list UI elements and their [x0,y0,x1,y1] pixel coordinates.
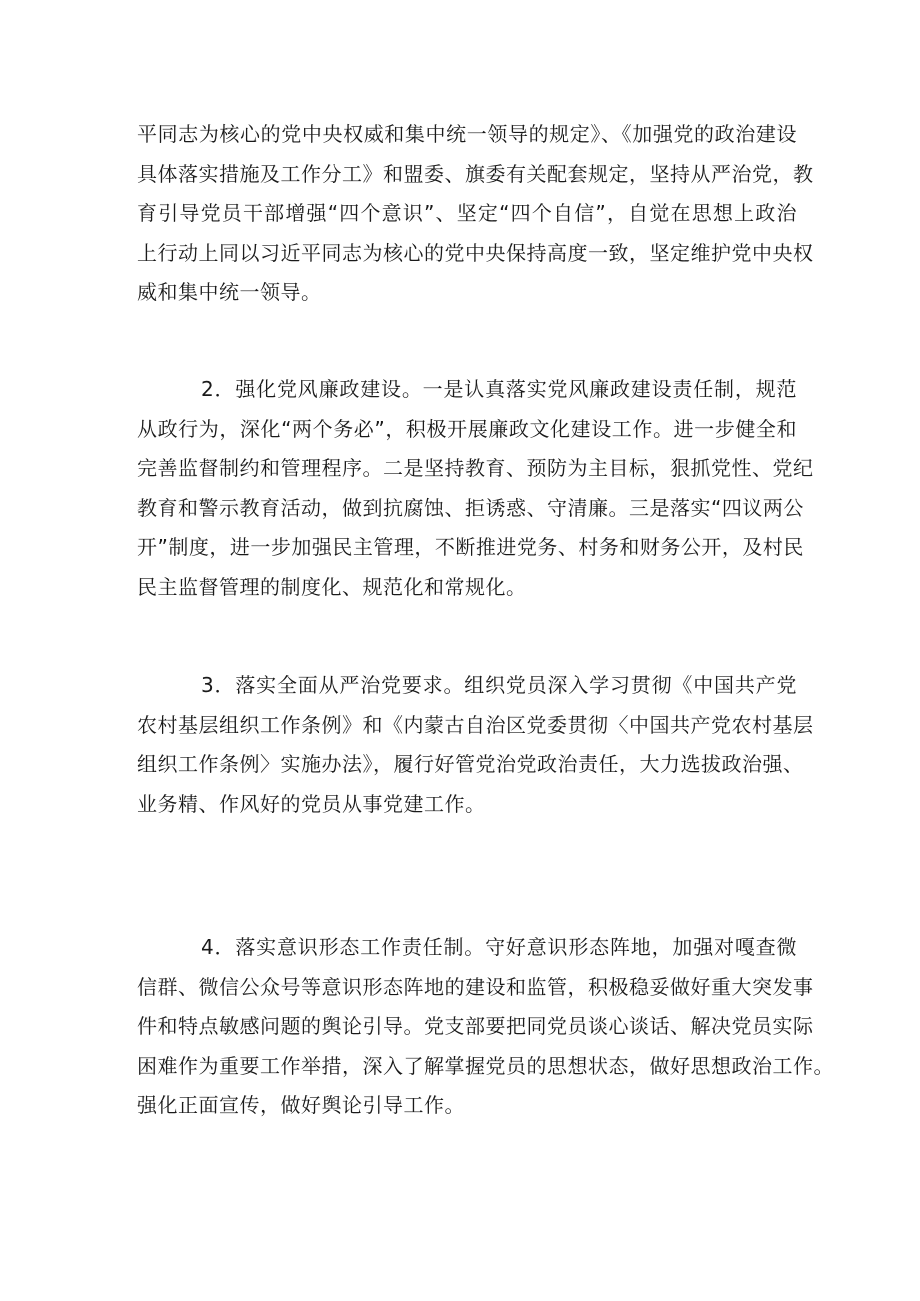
paragraph-line: 育引导党员干部增强“四个意识”、坚定“四个自信”，自觉在思想上政治 [137,201,797,225]
paragraph-line: 2．强化党风廉政建设。一是认真落实党风廉政建设责任制，规范 [201,377,797,401]
paragraph-4 [137,928,834,1126]
paragraph-line: 从政行为，深化“两个务必”，积极开展廉政文化建设工作。进一步健全和 [137,416,797,441]
paragraph-line: 教育和警示教育活动，做到抗腐蚀、拒诱惑、守清廉。三是落实“四议两公 [137,495,804,520]
paragraph-line: 件和特点敏感问题的舆论引导。党支部要把同党员谈心谈话、解决党员实际 [137,1014,814,1038]
paragraph-line: 4．落实意识形态工作责任制。守好意识形态阵地，加强对嘎查微 [201,935,797,959]
paragraph-line: 3．落实全面从严治党要求。组织党员深入学习贯彻《中国共产党 [201,673,797,697]
paragraph-3 [137,666,814,824]
paragraph-line: 信群、微信公众号等意识形态阵地的建设和监管，积极稳妥做好重大突发事 [137,974,814,999]
paragraph-line: 完善监督制约和管理程序。二是坚持教育、预防为主目标，狠抓党性、党纪 [137,456,814,480]
paragraph-line: 平同志为核心的党中央权威和集中统一领导的规定》、《加强党的政治建设 [137,122,797,146]
paragraph-line: 开”制度，进一步加强民主管理，不断推进党务、村务和财务公开，及村民 [137,535,804,559]
paragraph-line: 强化正面宣传，做好舆论引导工作。 [137,1093,465,1117]
paragraph-line: 组织工作条例〉实施办法》，履行好管党治党政治责任，大力选拔政治强、 [137,752,804,776]
paragraph-2 [137,370,814,607]
paragraph-line: 民主监督管理的制度化、规范化和常规化。 [137,574,527,599]
paragraph-line: 上行动上同以习近平同志为核心的党中央保持高度一致，坚定维护党中央权 [137,240,814,265]
paragraph-line: 具体落实措施及工作分工》和盟委、旗委有关配套规定，坚持从严治党，教 [137,161,814,186]
paragraph-1 [137,115,814,313]
paragraph-line: 困难作为重要工作举措，深入了解掌握党员的思想状态，做好思想政治工作。 [137,1053,834,1078]
paragraph-line: 威和集中统一领导。 [137,280,322,304]
paragraph-line: 业务精、作风好的党员从事党建工作。 [137,791,486,816]
paragraph-line: 农村基层组织工作条例》和《内蒙古自治区党委贯彻〈中国共产党农村基层 [137,712,814,737]
